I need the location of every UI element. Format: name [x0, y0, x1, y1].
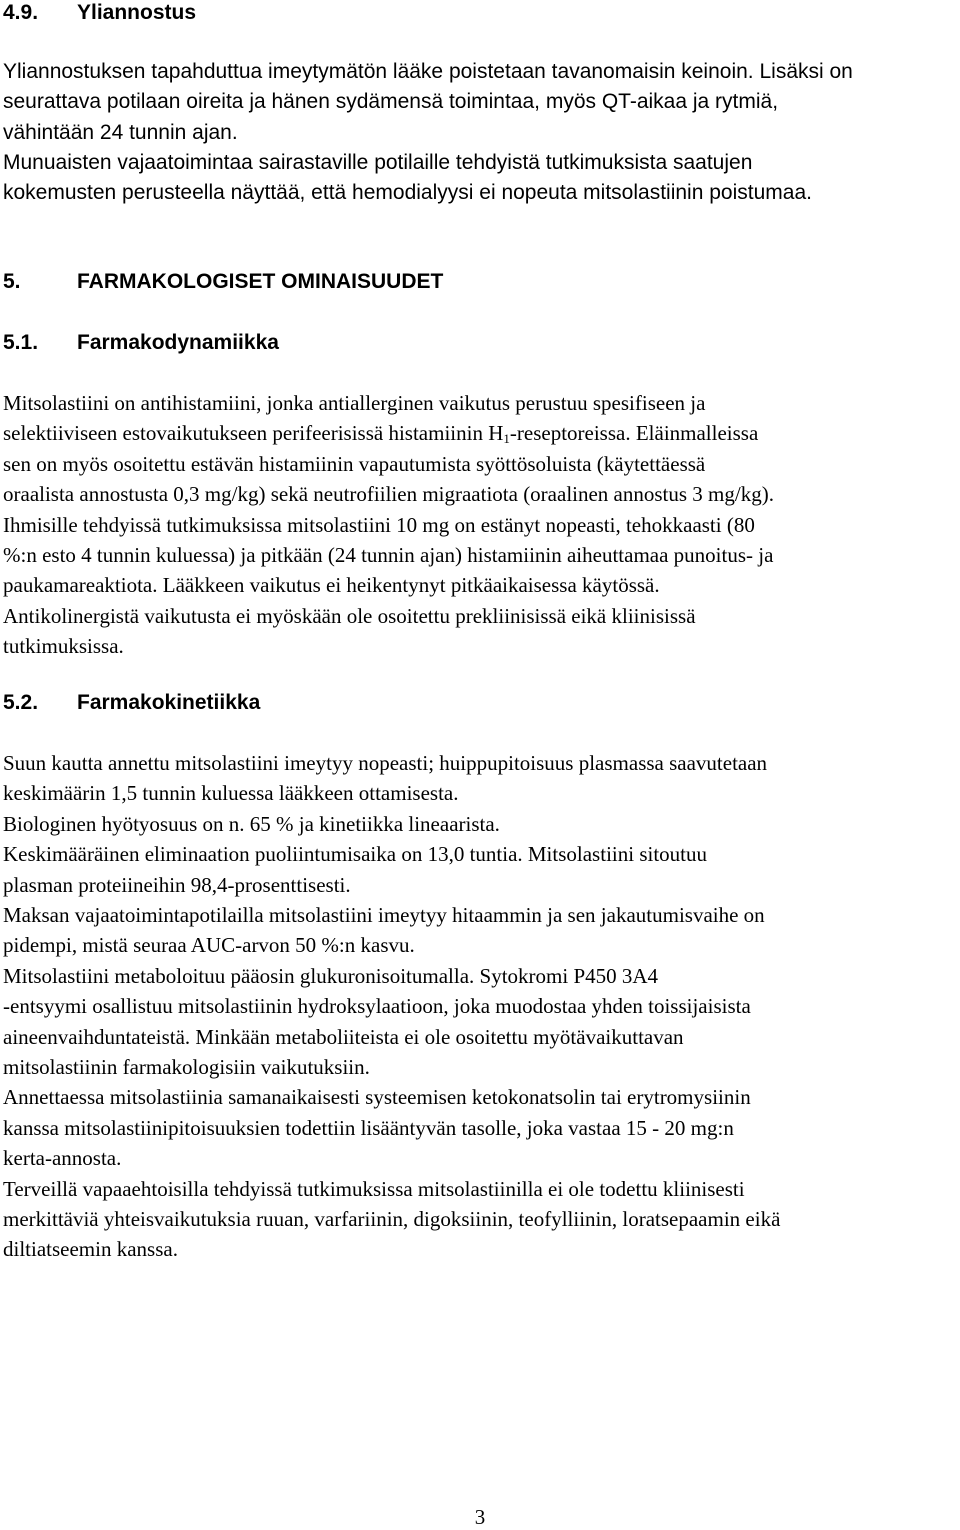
text-line: Suun kautta annettu mitsolastiini imeytyy nopeasti; huippupitoisuus plasmassa saavutetaan [3, 751, 768, 775]
section-number: 5.1. [3, 331, 39, 354]
text-line: oraalista annostusta 0,3 mg/kg) sekä neutrofiilien migraatiota (oraalinen annostus 3 mg/kg). [3, 482, 774, 507]
text-line: diltiatseemin kanssa. [3, 1237, 178, 1262]
pharmacodynamics-paragraph-2 [3, 510, 956, 601]
pharmacokinetics-paragraph-1 [3, 748, 956, 809]
overdose-paragraph-1 [3, 57, 956, 148]
section-heading-4-9 [3, 0, 196, 26]
section-heading-5-2 [3, 690, 260, 716]
text-line: pidempi, mistä seuraa AUC-arvon 50 %:n kasvu. [3, 933, 415, 958]
text-segment: selektiiviseen estovaikutukseen perifeerisissä histamiinin H [3, 421, 504, 446]
text-line: kerta-annosta. [3, 1146, 122, 1171]
pharmacokinetics-paragraph-5 [3, 961, 956, 991]
text-line: %:n esto 4 tunnin kuluessa) ja pitkään (24 tunnin ajan) histamiinin aiheuttamaa punoitus- ja [3, 543, 774, 567]
text-line: Terveillä vapaaehtoisilla tehdyissä tutkimuksissa mitsolastiinilla ei ole todettu kliinisesti [3, 1176, 745, 1201]
text-line: merkittäviä yhteisvaikutuksia ruuan, varfariinin, digoksiinin, teofylliinin, loratsepaamin eikä [3, 1207, 781, 1231]
text-line: vähintään 24 tunnin ajan. [3, 120, 238, 144]
text-line: plasman proteiineihin 98,4-prosenttisesti. [3, 872, 351, 897]
overdose-paragraph-2 [3, 148, 956, 209]
text-line: Biologinen hyötyosuus on n. 65 % ja kinetiikka lineaarista. [3, 811, 500, 836]
text-line: Ihmisille tehdyissä tutkimuksissa mitsolastiini 10 mg on estänyt nopeasti, tehokkaasti (80 [3, 512, 755, 537]
text-line: sen on myös osoitettu estävän histamiinin vapautumista syöttösoluista (käytettäessä [3, 451, 706, 476]
text-line: Munuaisten vajaatoimintaa sairastaville potilaille tehdyistä tutkimuksista saatujen [3, 151, 753, 174]
text-line: Maksan vajaatoimintapotilailla mitsolastiini imeytyy hitaammin ja sen jakautumisvaihe on [3, 903, 765, 927]
text-line: Mitsolastiini metaboloituu pääosin glukuronisoitumalla. Sytokromi P450 3A4 [3, 963, 659, 988]
text-line: kanssa mitsolastiinipitoisuuksien todettiin lisääntyvän tasolle, joka vastaa 15 - 20 mg:n [3, 1115, 734, 1140]
section-title: Farmakokinetiikka [77, 691, 261, 714]
text-line: -entsyymi osallistuu mitsolastiinin hydroksylaatioon, joka muodostaa yhden toissijaisista [3, 994, 751, 1019]
text-line: kokemusten perusteella näyttää, että hemodialyysi ei nopeuta mitsolastiinin poistumaa. [3, 181, 812, 205]
text-line: keskimäärin 1,5 tunnin kuluessa lääkkeen ottamisesta. [3, 781, 459, 806]
text-line: Keskimääräinen eliminaation puoliintumisaika on 13,0 tuntia. Mitsolastiini sitoutuu [3, 842, 707, 867]
pharmacodynamics-paragraph-1 [3, 388, 956, 510]
text-line: aineenvaihduntateistä. Minkään metaboliiteista ei ole osoitettu myötävaikuttavan [3, 1024, 684, 1049]
text-line: mitsolastiinin farmakologisiin vaikutuksiin. [3, 1055, 370, 1079]
text-line: Annettaessa mitsolastiinia samanaikaisesti systeemisen ketokonatsolin tai erytromysiinin [3, 1085, 751, 1110]
section-title: Farmakodynamiikka [77, 331, 279, 354]
pharmacokinetics-paragraph-4 [3, 900, 956, 961]
text-line: tutkimuksissa. [3, 634, 124, 659]
pharmacokinetics-paragraph-2 [3, 809, 956, 839]
page-number: 3 [474, 1505, 486, 1529]
section-title: FARMAKOLOGISET OMINAISUUDET [77, 270, 444, 293]
section-heading-5-1 [3, 330, 279, 356]
text-line [3, 418, 956, 448]
text-line: Yliannostuksen tapahduttua imeytymätön lääke poistetaan tavanomaisin keinoin. Lisäksi on [3, 60, 853, 83]
pharmacokinetics-paragraph-8 [3, 1174, 956, 1265]
section-number: 5.2. [3, 691, 39, 714]
text-line: Antikolinergistä vaikutusta ei myöskään ole osoitettu prekliinisissä eikä kliinisissä [3, 603, 696, 628]
text-line: seurattava potilaan oireita ja hänen sydämensä toimintaa, myös QT-aikaa ja rytmiä, [3, 90, 779, 114]
pharmacodynamics-paragraph-3 [3, 601, 956, 662]
section-title: Yliannostus [77, 1, 197, 24]
text-line: paukamareaktiota. Lääkkeen vaikutus ei heikentynyt pitkäaikaisessa käytössä. [3, 573, 660, 598]
pharmacokinetics-paragraph-3 [3, 839, 956, 900]
pharmacokinetics-paragraph-7 [3, 1082, 956, 1173]
pharmacokinetics-paragraph-6 [3, 991, 956, 1082]
subscript: 1 [503, 431, 510, 447]
section-heading-5 [3, 269, 443, 295]
section-number: 4.9. [3, 1, 39, 24]
text-segment: -reseptoreissa. Eläinmalleissa [509, 421, 759, 446]
section-number: 5. [3, 270, 21, 293]
text-line: Mitsolastiini on antihistamiini, jonka antiallerginen vaikutus perustuu spesifiseen ja [3, 391, 706, 415]
